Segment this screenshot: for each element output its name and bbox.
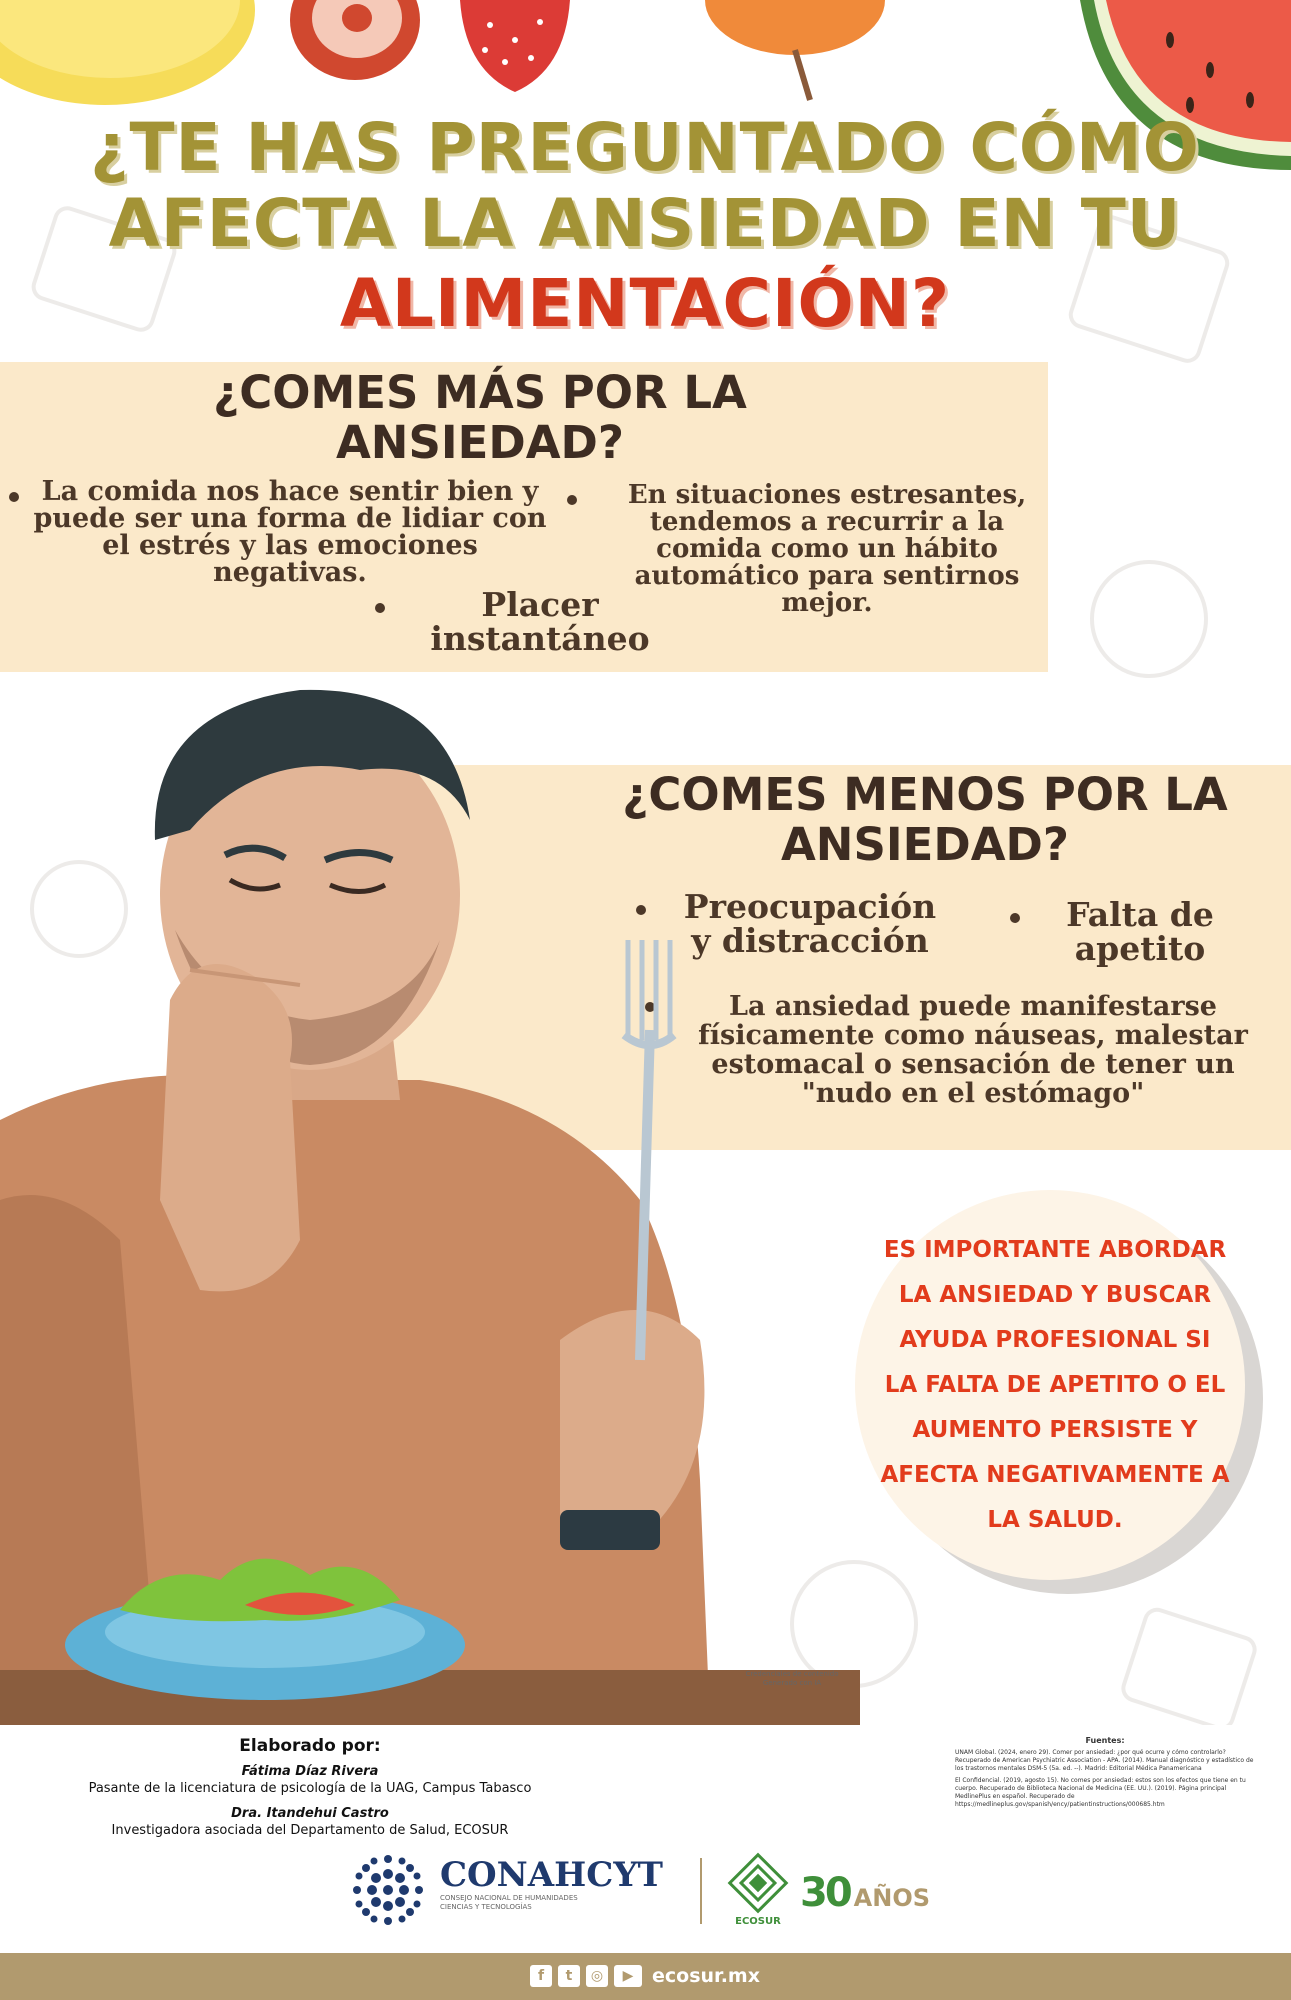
conahcyt-sub-1: CONSEJO NACIONAL DE HUMANIDADES: [440, 1894, 578, 1902]
eat-less-bullet-1: Preocupación y distracción: [683, 887, 937, 960]
ecosur-logo-icon: [727, 1852, 789, 1914]
twitter-icon[interactable]: t: [558, 1965, 580, 1987]
source-2: El Confidencial. (2019, agosto 15). No comes por ansiedad: estos son los efectos que tiene en tu cuerpo. Recuperado de Biblioteca Nacional de Medicina (EE. UU.). (2019). Página principal MedlinePlus en español. Recuperado de https://medlineplus.gov/spanish/ency/patientinstructions/000685.htm: [955, 1777, 1246, 1808]
ai-credit-line-1: Credenciales de contenido: [745, 1670, 839, 1678]
made-by-label: Elaborado por:: [239, 1736, 381, 1756]
social-links: [530, 1964, 760, 1988]
bullet-dot: [9, 492, 19, 502]
credits-block: [60, 1738, 560, 1839]
sources-label: Fuentes:: [1085, 1736, 1125, 1745]
anniversary-word: AÑOS: [853, 1884, 931, 1912]
title-line-1: ¿TE HAS PREGUNTADO CÓMO: [90, 109, 1200, 186]
ai-credit: [692, 1670, 892, 1688]
anniversary-number: 30: [800, 1870, 850, 1916]
title-accent: ALIMENTACIÓN?: [339, 265, 951, 342]
anniversary-badge: [800, 1870, 930, 1916]
title-line-2: AFECTA LA ANSIEDAD EN TU: [108, 185, 1182, 262]
conahcyt-name: CONAHCYT: [440, 1855, 663, 1895]
ai-credit-line-2: Generado con IA: [762, 1679, 822, 1687]
eat-more-heading: ¿COMES MÁS POR LA ANSIEDAD?: [213, 366, 747, 469]
conahcyt-logo-text: [440, 1856, 680, 1912]
bullet-dot: [1010, 913, 1020, 923]
orange-icon: [700, 0, 900, 105]
eat-more-bullet-3: Placer instantáneo: [430, 585, 650, 658]
conahcyt-sub-2: CIENCIAS Y TECNOLOGÍAS: [440, 1903, 532, 1911]
eat-more-bullet-2: En situaciones estresantes, tendemos a recurrir a la comida como un hábito automático para sentirnos mejor.: [627, 480, 1027, 618]
page-title: [80, 110, 1210, 342]
eat-less-heading: ¿COMES MENOS POR LA ANSIEDAD?: [622, 768, 1228, 871]
conahcyt-logo-icon: [348, 1850, 428, 1930]
callout-text: ES IMPORTANTE ABORDAR LA ANSIEDAD Y BUSCAR AYUDA PROFESIONAL SI LA FALTA DE APETITO O EL AUMENTO PERSISTE Y AFECTA NEGATIVAMENTE A LA SALUD.: [880, 1237, 1230, 1533]
anxious-man-illustration: [0, 680, 860, 1725]
eat-less-bullet-3: La ansiedad puede manifestarse físicamente como náuseas, malestar estomacal o sensación de tener un "nudo en el estómago": [698, 991, 1248, 1109]
website-link[interactable]: ecosur.mx: [652, 1965, 760, 1987]
eat-less-bullet-2: Falta de apetito: [1066, 895, 1214, 968]
eat-more-bullet-1: La comida nos hace sentir bien y puede ser una forma de lidiar con el estrés y las emociones negativas.: [33, 476, 547, 588]
ecosur-name: ECOSUR: [735, 1916, 781, 1927]
author-1-role: Pasante de la licenciatura de psicología de la UAG, Campus Tabasco: [88, 1781, 532, 1796]
facebook-icon[interactable]: f: [530, 1965, 552, 1987]
author-2-role: Investigadora asociada del Departamento de Salud, ECOSUR: [111, 1823, 509, 1838]
sources-block: [955, 1737, 1255, 1809]
author-1-name: Fátima Díaz Rivera: [241, 1764, 379, 1779]
youtube-icon[interactable]: ▶: [614, 1965, 642, 1987]
bullet-dot: [567, 495, 577, 505]
lemon-icon: [0, 0, 260, 110]
author-2-name: Dra. Itandehui Castro: [231, 1806, 389, 1821]
strawberry-icon: [455, 0, 575, 95]
grapefruit-slice-icon: [285, 0, 425, 85]
logo-divider: [700, 1858, 702, 1924]
source-1: UNAM Global. (2024, enero 29). Comer por ansiedad: ¿por qué ocurre y cómo controlarlo? Recuperado de American Psychiatric Association - APA. (2014). Manual diagnóstico y estadístico de los trastornos mentales DSM-5 (5a. ed. --). Madrid: Editorial Médica Panamericana: [955, 1749, 1254, 1772]
instagram-icon[interactable]: ◎: [586, 1965, 608, 1987]
bullet-dot: [375, 603, 385, 613]
